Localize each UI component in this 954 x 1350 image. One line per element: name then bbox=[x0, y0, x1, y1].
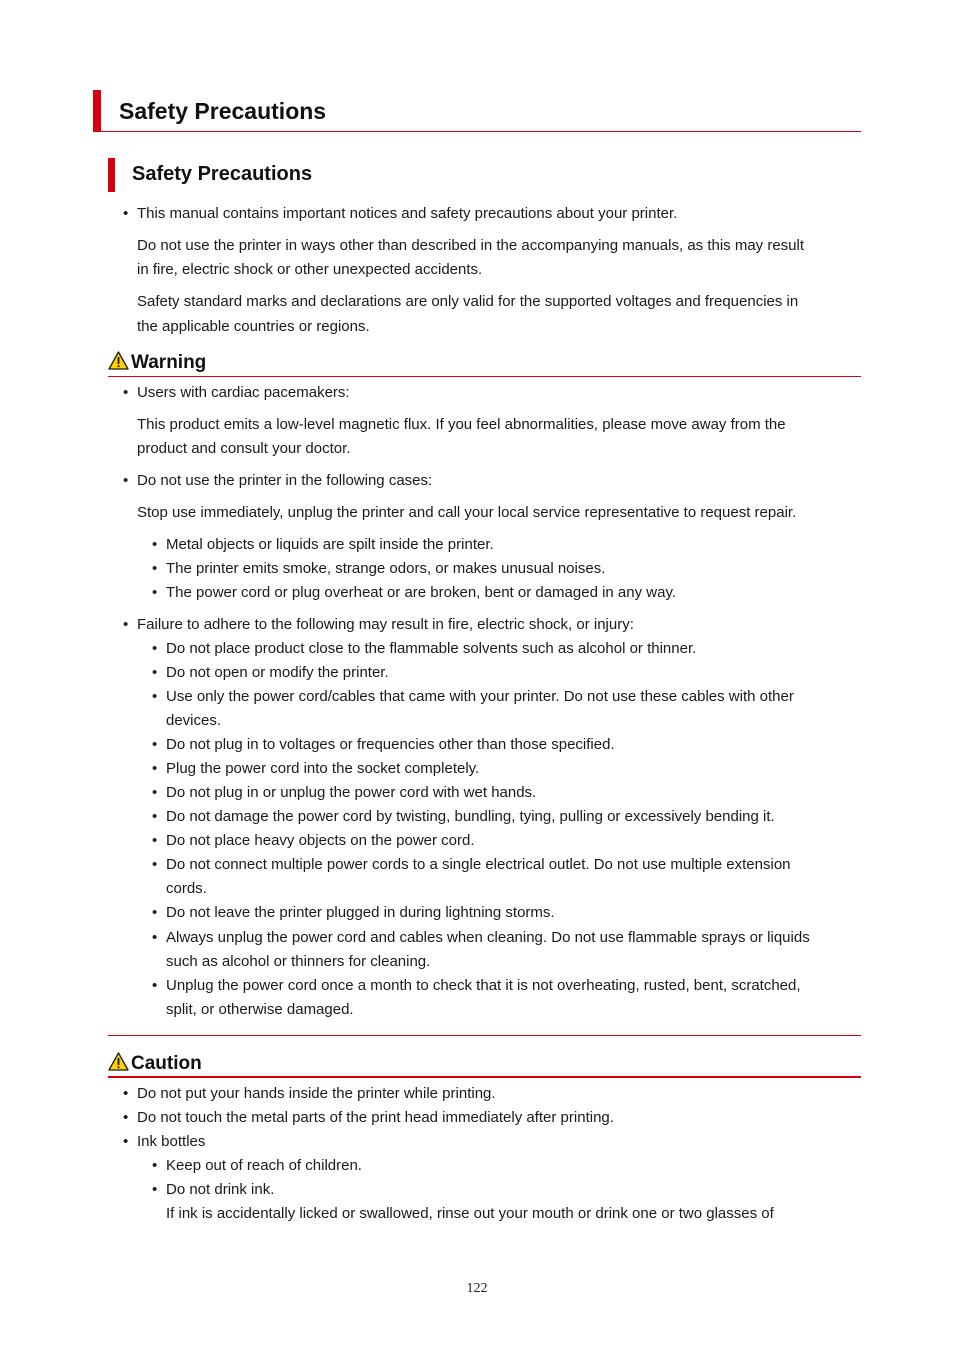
sub-bullet-marker: • bbox=[152, 856, 158, 873]
intro-bullet: This manual contains important notices and safety precautions about your printer. bbox=[137, 205, 678, 222]
sub-list-item: The printer emits smoke, strange odors, or makes unusual noises. bbox=[166, 560, 606, 577]
sub-bullet-marker: • bbox=[152, 536, 158, 553]
sub-bullet-marker: • bbox=[152, 688, 158, 705]
sub-list-item: Metal objects or liquids are spilt inside the printer. bbox=[166, 536, 494, 553]
sub-list-item: Do not connect multiple power cords to a single electrical outlet. Do not use multiple extension bbox=[166, 856, 791, 873]
sub-list-item: Do not leave the printer plugged in during lightning storms. bbox=[166, 904, 555, 921]
sub-bullet-marker: • bbox=[152, 832, 158, 849]
intro-paragraph-line: in fire, electric shock or other unexpected accidents. bbox=[137, 261, 483, 278]
caution-title: Caution bbox=[131, 1053, 202, 1074]
sub-list-item: Do not plug in or unplug the power cord with wet hands. bbox=[166, 784, 537, 801]
sub-list-item-cont: such as alcohol or thinners for cleaning. bbox=[166, 953, 431, 970]
sub-bullet-marker: • bbox=[152, 1181, 158, 1198]
bullet-marker: • bbox=[123, 1085, 129, 1102]
sub-list-item: Do not open or modify the printer. bbox=[166, 664, 389, 681]
sub-bullet-marker: • bbox=[152, 664, 158, 681]
sub-bullet-marker: • bbox=[152, 784, 158, 801]
sub-list-item: Use only the power cord/cables that came with your printer. Do not use these cables with other bbox=[166, 688, 794, 705]
list-item: Do not put your hands inside the printer while printing. bbox=[137, 1085, 496, 1102]
sub-list-item-cont: cords. bbox=[166, 880, 207, 897]
warning-triangle-icon bbox=[108, 351, 129, 370]
list-item: Do not touch the metal parts of the print head immediately after printing. bbox=[137, 1109, 614, 1126]
sub-list-item-cont: split, or otherwise damaged. bbox=[166, 1001, 354, 1018]
sub-list-item: Always unplug the power cord and cables when cleaning. Do not use flammable sprays or liquids bbox=[166, 929, 810, 946]
list-item-desc: Stop use immediately, unplug the printer and call your local service representative to request repair. bbox=[137, 504, 797, 521]
warning-header bbox=[108, 349, 861, 377]
intro-paragraph-line: Safety standard marks and declarations are only valid for the supported voltages and frequencies in bbox=[137, 293, 799, 310]
sub-bullet-marker: • bbox=[152, 929, 158, 946]
bullet-marker: • bbox=[123, 1133, 129, 1150]
bullet-marker: • bbox=[123, 616, 129, 633]
list-item: Users with cardiac pacemakers: bbox=[137, 384, 350, 401]
caution-header bbox=[108, 1050, 861, 1078]
sub-list-item: Do not damage the power cord by twisting, bundling, tying, pulling or excessively bending it. bbox=[166, 808, 775, 825]
page-title-bar bbox=[93, 90, 861, 132]
list-item-desc: product and consult your doctor. bbox=[137, 440, 351, 457]
sub-list-item: Do not place product close to the flammable solvents such as alcohol or thinner. bbox=[166, 640, 697, 657]
sub-list-item: Do not drink ink. bbox=[166, 1181, 275, 1198]
sub-bullet-marker: • bbox=[152, 584, 158, 601]
section-title: Safety Precautions bbox=[132, 163, 313, 185]
page-title: Safety Precautions bbox=[119, 98, 327, 124]
sub-bullet-marker: • bbox=[152, 808, 158, 825]
page-number: 122 bbox=[466, 1281, 488, 1296]
warning-triangle-icon bbox=[108, 1052, 129, 1071]
intro-paragraph-line: Do not use the printer in ways other than described in the accompanying manuals, as this may result bbox=[137, 237, 805, 254]
sub-list-item-cont: devices. bbox=[166, 712, 222, 729]
sub-bullet-marker: • bbox=[152, 904, 158, 921]
sub-bullet-marker: • bbox=[152, 736, 158, 753]
sub-list-item: Plug the power cord into the socket completely. bbox=[166, 760, 480, 777]
section-title-bar bbox=[108, 158, 313, 192]
bullet-marker: • bbox=[123, 205, 129, 222]
sub-bullet-marker: • bbox=[152, 1157, 158, 1174]
sub-bullet-marker: • bbox=[152, 760, 158, 777]
list-item: Failure to adhere to the following may result in fire, electric shock, or injury: bbox=[137, 616, 634, 633]
sub-bullet-marker: • bbox=[152, 977, 158, 994]
list-item: Do not use the printer in the following cases: bbox=[137, 472, 433, 489]
warning-end-rule bbox=[108, 1035, 861, 1036]
list-item-desc: This product emits a low-level magnetic flux. If you feel abnormalities, please move away from the bbox=[137, 416, 786, 433]
sub-list-item: Keep out of reach of children. bbox=[166, 1157, 362, 1174]
warning-title: Warning bbox=[131, 352, 207, 373]
sub-bullet-marker: • bbox=[152, 640, 158, 657]
sub-list-item-desc: If ink is accidentally licked or swallowed, rinse out your mouth or drink one or two glasses of bbox=[166, 1205, 774, 1222]
sub-list-item: Do not place heavy objects on the power cord. bbox=[166, 832, 475, 849]
sub-list-item: Do not plug in to voltages or frequencies other than those specified. bbox=[166, 736, 615, 753]
list-item: Ink bottles bbox=[137, 1133, 206, 1150]
intro-paragraph-line: the applicable countries or regions. bbox=[137, 318, 370, 335]
bullet-marker: • bbox=[123, 1109, 129, 1126]
sub-list-item: Unplug the power cord once a month to check that it is not overheating, rusted, bent, scratched, bbox=[166, 977, 801, 994]
sub-list-item: The power cord or plug overheat or are broken, bent or damaged in any way. bbox=[166, 584, 677, 601]
sub-bullet-marker: • bbox=[152, 560, 158, 577]
bullet-marker: • bbox=[123, 472, 129, 489]
bullet-marker: • bbox=[123, 384, 129, 401]
